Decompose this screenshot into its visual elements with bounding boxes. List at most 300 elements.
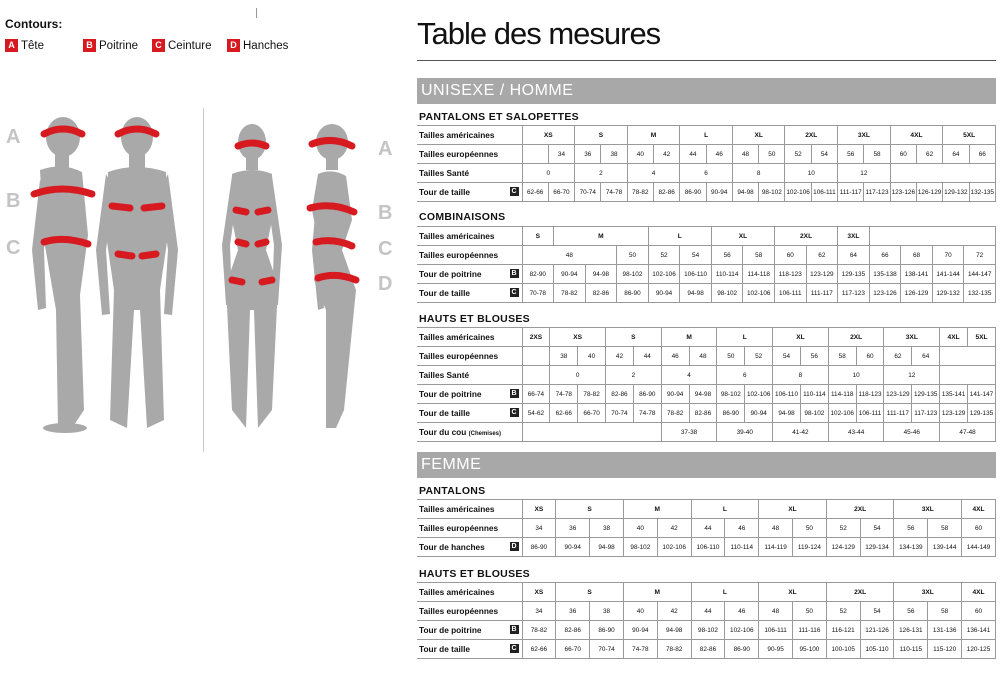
measure-cell: 70-74	[575, 183, 601, 202]
health-cell: 10	[828, 366, 884, 385]
row-label: Tailles américaines	[417, 500, 522, 519]
row-eu-sizes	[417, 602, 996, 621]
measure-cell: 135-141	[940, 385, 968, 404]
row-eu-sizes	[417, 145, 996, 164]
measure-cell: 102-106	[745, 385, 773, 404]
legend-badge: C	[152, 39, 165, 52]
legend-badge: D	[227, 39, 240, 52]
measure-cell: 100-105	[826, 640, 860, 659]
title-rule	[417, 60, 996, 61]
size-cell: 4XL	[890, 126, 943, 145]
row-label: Tailles européennes	[417, 519, 522, 538]
row-label-text: Tour de poitrine	[419, 625, 482, 635]
eu-cell: 60	[962, 602, 996, 621]
eu-cell: 48	[732, 145, 758, 164]
eu-cell: 64	[838, 246, 870, 265]
measure-cell: 94-98	[657, 621, 691, 640]
measure-cell: 121-126	[860, 621, 894, 640]
measure-cell: 45-46	[884, 423, 940, 442]
measure-cell: 86-90	[717, 404, 745, 423]
row-label: Tailles américaines	[417, 126, 522, 145]
measure-cell: 110-115	[894, 640, 928, 659]
measure-cell: 90-94	[554, 265, 586, 284]
measure-cell: 118-123	[775, 265, 807, 284]
measure-cell: 102-106	[648, 265, 680, 284]
eu-cell: 62	[806, 246, 838, 265]
size-cell: XL	[759, 500, 827, 519]
male-front-figure	[96, 117, 178, 428]
table-women-pants	[417, 499, 996, 557]
measure-cell: 102-106	[785, 183, 811, 202]
eu-cell: 56	[894, 602, 928, 621]
measure-cell: 86-90	[522, 538, 556, 557]
empty-cell	[522, 366, 550, 385]
measure-cell: 132-135	[964, 284, 996, 303]
row-us-sizes	[417, 583, 996, 602]
letter-b-left: B	[6, 190, 21, 212]
measure-cell: 126-129	[916, 183, 942, 202]
measure-cell: 78-82	[657, 640, 691, 659]
measure-cell: 111-117	[838, 183, 864, 202]
measure-cell: 78-82	[578, 385, 606, 404]
section-band-femme: FEMME	[417, 452, 996, 478]
row-label-text: Tour du cou	[419, 427, 467, 437]
size-cell: L	[717, 328, 773, 347]
section-band-unisex: UNISEXE / HOMME	[417, 78, 996, 104]
eu-cell: 52	[826, 519, 860, 538]
eu-cell: 46	[725, 602, 759, 621]
measure-cell: 90-94	[661, 385, 689, 404]
eu-cell: 48	[759, 519, 793, 538]
empty-cell	[522, 347, 550, 366]
size-chart-panel	[417, 0, 996, 690]
measure-cell: 141-144	[932, 265, 964, 284]
legend-item-head	[5, 39, 44, 52]
measure-cell: 74-78	[623, 640, 657, 659]
size-cell: XS	[522, 126, 575, 145]
size-cell: S	[606, 328, 662, 347]
health-cell: 2	[575, 164, 628, 183]
measure-cell: 114-118	[743, 265, 775, 284]
measure-cell: 74-78	[550, 385, 578, 404]
measure-cell: 82-86	[585, 284, 617, 303]
size-cell: L	[691, 500, 759, 519]
row-label	[417, 284, 522, 303]
measure-cell: 90-94	[648, 284, 680, 303]
measure-cell: 102-106	[828, 404, 856, 423]
letter-d-right: D	[378, 273, 393, 295]
measure-cell: 70-74	[590, 640, 624, 659]
row-label-sub: (Chemises)	[468, 431, 501, 437]
measure-cell: 106-111	[775, 284, 807, 303]
measure-cell: 78-82	[661, 404, 689, 423]
eu-cell: 40	[578, 347, 606, 366]
measure-cell: 94-98	[773, 404, 801, 423]
size-cell: 3XL	[838, 227, 870, 246]
eu-cell: 60	[890, 145, 916, 164]
eu-cell: 40	[623, 519, 657, 538]
eu-cell: 44	[633, 347, 661, 366]
measure-cell: 102-106	[725, 621, 759, 640]
eu-cell: 46	[706, 145, 732, 164]
measure-cell: 74-78	[601, 183, 627, 202]
measure-cell: 110-114	[711, 265, 743, 284]
legend-badge: B	[83, 39, 96, 52]
measure-cell: 66-70	[548, 183, 574, 202]
size-cell: XS	[550, 328, 606, 347]
empty-cell	[869, 227, 995, 246]
measure-cell: 117-123	[864, 183, 890, 202]
measure-cell: 114-119	[759, 538, 793, 557]
measure-cell: 118-123	[856, 385, 884, 404]
size-cell: M	[627, 126, 680, 145]
measure-cell: 129-135	[968, 404, 996, 423]
size-cell: S	[522, 227, 554, 246]
eu-cell: 38	[590, 602, 624, 621]
health-cell: 12	[884, 366, 940, 385]
measure-cell: 111-117	[884, 404, 912, 423]
measure-cell: 86-90	[680, 183, 706, 202]
measure-cell: 86-90	[633, 385, 661, 404]
legend-label: Tête	[21, 39, 45, 52]
measure-cell: 78-82	[522, 621, 556, 640]
measure-cell: 66-70	[578, 404, 606, 423]
size-cell: 4XL	[940, 328, 968, 347]
measure-cell: 82-86	[556, 621, 590, 640]
row-us-sizes	[417, 328, 996, 347]
row-label: Tailles européennes	[417, 602, 522, 621]
measure-cell: 106-110	[680, 265, 712, 284]
eu-cell: 36	[556, 602, 590, 621]
eu-cell: 48	[689, 347, 717, 366]
row-label-text: Tour de taille	[419, 288, 471, 298]
eu-cell: 50	[793, 602, 827, 621]
eu-cell: 64	[912, 347, 940, 366]
measure-cell: 123-126	[890, 183, 916, 202]
measure-cell: 111-116	[793, 621, 827, 640]
measure-cell: 98-102	[691, 621, 725, 640]
row-label	[417, 265, 522, 284]
row-eu-sizes	[417, 347, 996, 366]
eu-cell: 54	[773, 347, 801, 366]
health-cell: 0	[522, 164, 575, 183]
eu-cell: 52	[785, 145, 811, 164]
measure-cell: 94-98	[689, 385, 717, 404]
measure-cell: 90-94	[706, 183, 732, 202]
size-cell: XS	[522, 583, 556, 602]
eu-cell: 52	[826, 602, 860, 621]
measure-cell: 82-90	[522, 265, 554, 284]
eu-cell: 34	[522, 602, 556, 621]
measure-cell: 129-132	[943, 183, 969, 202]
size-cell: 2XL	[826, 500, 894, 519]
section-title-tops: HAUTS ET BLOUSES	[419, 313, 530, 325]
eu-cell: 42	[606, 347, 634, 366]
eu-cell: 44	[691, 519, 725, 538]
empty-cell	[522, 145, 548, 164]
measure-cell: 98-102	[759, 183, 785, 202]
measure-cell: 132-135	[969, 183, 995, 202]
contour-badge: B	[511, 270, 517, 277]
size-cell: L	[648, 227, 711, 246]
measure-cell: 78-82	[627, 183, 653, 202]
row-label	[417, 538, 522, 557]
measure-cell: 82-86	[606, 385, 634, 404]
eu-cell: 46	[661, 347, 689, 366]
row-waist	[417, 284, 996, 303]
empty-cell	[940, 366, 996, 385]
measure-cell: 98-102	[800, 404, 828, 423]
measure-cell: 94-98	[590, 538, 624, 557]
measure-cell: 62-66	[522, 640, 556, 659]
health-cell: 12	[838, 164, 891, 183]
eu-cell: 54	[860, 519, 894, 538]
eu-cell: 42	[657, 519, 691, 538]
row-label-text: Tour de taille	[419, 644, 471, 654]
eu-cell: 50	[793, 519, 827, 538]
measure-cell: 106-111	[811, 183, 837, 202]
health-cell: 4	[661, 366, 717, 385]
contour-badge: C	[511, 409, 517, 416]
eu-cell: 66	[969, 145, 995, 164]
contour-badge: C	[511, 188, 517, 195]
eu-cell: 60	[856, 347, 884, 366]
measure-cell: 78-82	[554, 284, 586, 303]
measure-cell: 124-129	[826, 538, 860, 557]
size-cell: 3XL	[894, 500, 962, 519]
legend-badge: A	[5, 39, 18, 52]
size-cell: M	[554, 227, 649, 246]
measure-cell: 106-110	[691, 538, 725, 557]
eu-cell: 58	[928, 602, 962, 621]
row-label-text: Tour de hanches	[419, 542, 485, 552]
measure-cell: 126-131	[894, 621, 928, 640]
measure-cell: 47-48	[940, 423, 996, 442]
eu-cell: 54	[811, 145, 837, 164]
size-cell: XL	[711, 227, 774, 246]
eu-cell: 50	[759, 145, 785, 164]
size-cell: L	[691, 583, 759, 602]
measure-cell: 106-111	[856, 404, 884, 423]
measure-cell: 139-144	[928, 538, 962, 557]
contour-badge: C	[511, 645, 517, 652]
measure-cell: 82-86	[653, 183, 679, 202]
size-cell: L	[680, 126, 733, 145]
measure-cell: 70-74	[606, 404, 634, 423]
measure-cell: 98-102	[711, 284, 743, 303]
letter-c-left: C	[6, 237, 21, 259]
row-label	[417, 385, 522, 404]
eu-cell: 58	[743, 246, 775, 265]
row-label: Tailles européennes	[417, 246, 522, 265]
row-label: Tailles américaines	[417, 328, 522, 347]
measure-cell: 123-129	[806, 265, 838, 284]
measure-cell: 98-102	[717, 385, 745, 404]
measure-cell: 94-98	[585, 265, 617, 284]
measure-cell: 134-139	[894, 538, 928, 557]
size-cell: XL	[759, 583, 827, 602]
measure-cell: 110-114	[800, 385, 828, 404]
measure-cell: 90-94	[745, 404, 773, 423]
health-cell: 6	[717, 366, 773, 385]
letter-a-right: A	[378, 138, 393, 160]
measure-cell: 106-110	[773, 385, 801, 404]
row-label: Tailles européennes	[417, 347, 522, 366]
eu-cell: 60	[962, 519, 996, 538]
measure-cell: 123-129	[940, 404, 968, 423]
contour-badge: B	[511, 390, 517, 397]
letter-c-right: C	[378, 238, 393, 260]
eu-cell: 46	[725, 519, 759, 538]
eu-cell: 50	[717, 347, 745, 366]
eu-cell: 56	[800, 347, 828, 366]
row-label	[417, 640, 522, 659]
eu-cell: 34	[522, 519, 556, 538]
measure-cell: 129-134	[860, 538, 894, 557]
measure-cell: 102-106	[657, 538, 691, 557]
measure-cell: 117-123	[912, 404, 940, 423]
measure-cell: 94-98	[732, 183, 758, 202]
section-title-pants: PANTALONS ET SALOPETTES	[419, 111, 579, 123]
measure-cell: 131-136	[928, 621, 962, 640]
measure-cell: 90-95	[759, 640, 793, 659]
measure-cell: 110-114	[725, 538, 759, 557]
row-label	[417, 423, 522, 442]
eu-cell: 58	[828, 347, 856, 366]
size-cell: 5XL	[968, 328, 996, 347]
measure-cell: 129-135	[912, 385, 940, 404]
measure-cell: 41-42	[773, 423, 829, 442]
measure-cell: 116-121	[826, 621, 860, 640]
measure-cell: 115-120	[928, 640, 962, 659]
size-cell: XL	[773, 328, 829, 347]
eu-cell: 38	[550, 347, 578, 366]
measure-cell: 135-138	[869, 265, 901, 284]
row-eu-sizes	[417, 519, 996, 538]
section-title-coveralls: COMBINAISONS	[419, 211, 506, 223]
measure-cell: 86-90	[725, 640, 759, 659]
measure-cell: 119-124	[793, 538, 827, 557]
eu-cell: 56	[838, 145, 864, 164]
measure-cell: 129-132	[932, 284, 964, 303]
measure-cell: 106-111	[759, 621, 793, 640]
row-hips	[417, 538, 996, 557]
table-unisex-coveralls	[417, 226, 996, 303]
table-unisex-tops	[417, 327, 996, 442]
measure-cell: 66-70	[556, 640, 590, 659]
contours-panel	[0, 0, 410, 690]
measure-cell: 141-147	[968, 385, 996, 404]
size-cell: 5XL	[943, 126, 996, 145]
health-cell: 4	[627, 164, 680, 183]
measure-cell: 54-62	[522, 404, 550, 423]
row-label-text: Tour de poitrine	[419, 389, 482, 399]
row-label-text: Tour de taille	[419, 408, 471, 418]
size-cell: S	[556, 583, 624, 602]
eu-cell: 52	[648, 246, 680, 265]
table-unisex-pants	[417, 125, 996, 202]
page-title: Table des mesures	[417, 16, 661, 51]
row-us-sizes	[417, 500, 996, 519]
divider-tick	[256, 8, 257, 18]
eu-cell: 44	[691, 602, 725, 621]
health-cell: 10	[785, 164, 838, 183]
health-cell: 8	[773, 366, 829, 385]
measure-cell: 102-106	[743, 284, 775, 303]
measure-cell: 123-129	[884, 385, 912, 404]
row-eu-sizes	[417, 246, 996, 265]
health-cell: 8	[732, 164, 785, 183]
measure-cell: 62-66	[522, 183, 548, 202]
size-cell: 3XL	[838, 126, 891, 145]
row-label: Tailles américaines	[417, 583, 522, 602]
health-cell: 2	[606, 366, 662, 385]
size-cell: M	[623, 500, 691, 519]
row-waist	[417, 640, 996, 659]
legend-item-hips	[227, 39, 288, 52]
row-waist	[417, 183, 996, 202]
body-figures-illustration	[0, 110, 410, 440]
empty-cell	[522, 423, 661, 442]
eu-cell: 38	[601, 145, 627, 164]
legend-label: Ceinture	[168, 39, 212, 52]
section-title-women-tops: HAUTS ET BLOUSES	[419, 568, 530, 580]
row-label	[417, 183, 522, 202]
row-label	[417, 621, 522, 640]
row-label: Tailles américaines	[417, 227, 522, 246]
row-label	[417, 404, 522, 423]
row-neck	[417, 423, 996, 442]
size-cell: 2XL	[826, 583, 894, 602]
size-cell: 3XL	[894, 583, 962, 602]
row-chest	[417, 621, 996, 640]
eu-cell: 40	[627, 145, 653, 164]
measure-cell: 123-126	[869, 284, 901, 303]
size-cell: 2XL	[785, 126, 838, 145]
eu-cell: 42	[653, 145, 679, 164]
contours-title: Contours:	[5, 17, 63, 31]
eu-cell: 56	[894, 519, 928, 538]
legend-label: Hanches	[243, 39, 289, 52]
row-chest	[417, 265, 996, 284]
contour-badge: C	[511, 289, 517, 296]
letter-b-right: B	[378, 202, 393, 224]
measure-cell: 90-94	[556, 538, 590, 557]
empty-cell	[890, 164, 995, 183]
table-women-tops	[417, 582, 996, 659]
row-label-text: Tour de poitrine	[419, 269, 482, 279]
eu-cell: 60	[775, 246, 807, 265]
measure-cell: 126-129	[901, 284, 933, 303]
eu-cell: 54	[860, 602, 894, 621]
size-cell: 4XL	[962, 583, 996, 602]
section-title-women-pants: PANTALONS	[419, 485, 486, 497]
size-cell: 3XL	[884, 328, 940, 347]
eu-cell: 70	[932, 246, 964, 265]
measure-cell: 144-147	[964, 265, 996, 284]
eu-cell: 68	[901, 246, 933, 265]
legend-item-chest	[83, 39, 138, 52]
health-cell: 0	[550, 366, 606, 385]
row-chest	[417, 385, 996, 404]
eu-cell: 72	[964, 246, 996, 265]
size-cell: 2XL	[775, 227, 838, 246]
arrow-head-female	[238, 143, 266, 146]
measure-cell: 82-86	[689, 404, 717, 423]
empty-cell	[940, 347, 996, 366]
measure-cell: 62-66	[550, 404, 578, 423]
row-us-sizes	[417, 126, 996, 145]
